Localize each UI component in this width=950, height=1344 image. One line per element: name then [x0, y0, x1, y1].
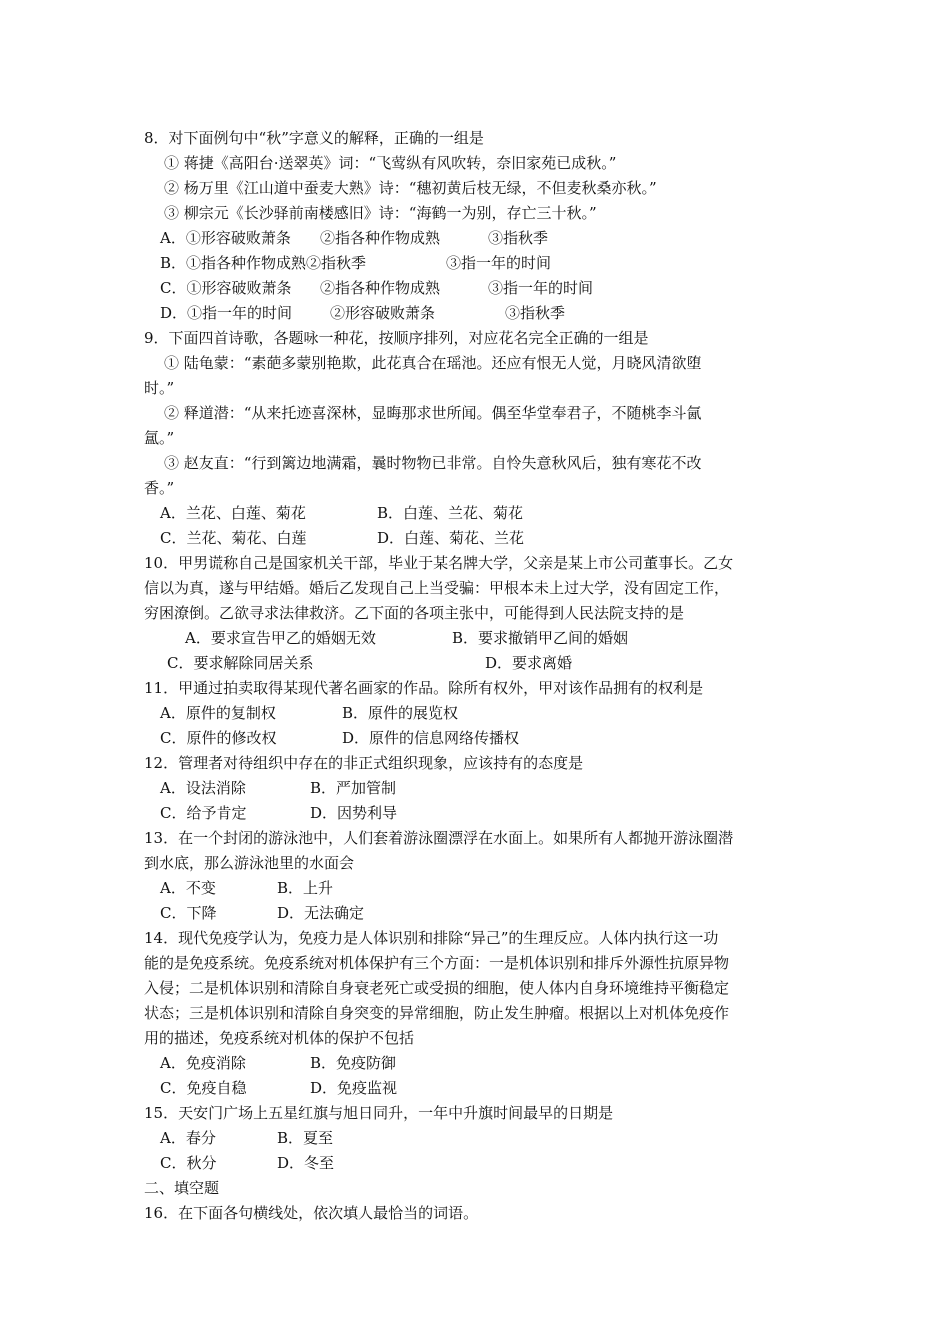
q9-option-d: D．白莲、菊花、兰花 — [377, 529, 525, 547]
q11-stem: 11．甲通过拍卖取得某现代著名画家的作品。除所有权外，甲对该作品拥有的权利是 — [144, 679, 704, 697]
q9-option-a: A．兰花、白莲、菊花 — [160, 504, 306, 522]
q8-option-b-1: B．①指各种作物成熟②指秋季 — [160, 254, 367, 272]
q12-option-a: A．设法消除 — [160, 779, 246, 797]
q9-item-3-line-2: 香。” — [144, 479, 175, 497]
q14-option-c: C．免疫自稳 — [160, 1079, 247, 1097]
q13-stem-line-2: 到水底，那么游泳池里的水面会 — [144, 854, 355, 872]
q10-option-c: C．要求解除同居关系 — [167, 654, 314, 672]
q10-stem-line-1: 10．甲男谎称自己是国家机关干部，毕业于某名牌大学，父亲是某上市公司董事长。乙女 — [144, 554, 734, 572]
q15-option-c: C．秋分 — [160, 1154, 217, 1172]
q8-option-a-2: ②指各种作物成熟 — [320, 229, 441, 247]
q13-option-a: A．不变 — [160, 879, 216, 897]
q8-option-d-3: ③指秋季 — [505, 304, 566, 322]
q10-stem-line-3: 穷困潦倒。乙欲寻求法律救济。乙下面的各项主张中，可能得到人民法院支持的是 — [144, 604, 685, 622]
q13-option-c: C．下降 — [160, 904, 217, 922]
q13-option-b: B．上升 — [277, 879, 334, 897]
q14-option-d: D．免疫监视 — [310, 1079, 398, 1097]
q14-stem-line-3: 入侵；二是机体识别和清除自身衰老死亡或受损的细胞，使人体内自身环境维持平衡稳定 — [144, 979, 730, 997]
q8-option-a-1: A．①形容破败萧条 — [160, 229, 291, 247]
q15-option-d: D．冬至 — [277, 1154, 335, 1172]
q8-option-c-3: ③指一年的时间 — [488, 279, 594, 297]
q8-option-b-3: ③指一年的时间 — [446, 254, 552, 272]
q8-item-2: ② 杨万里《江山道中蚕麦大熟》诗：“穗初黄后枝无绿，不但麦秋桑亦秋。” — [164, 179, 657, 197]
q10-stem-line-2: 信以为真，遂与甲结婚。婚后乙发现自己上当受骗：甲根本未上过大学，没有固定工作， — [144, 579, 730, 597]
q14-option-b: B．免疫防御 — [310, 1054, 397, 1072]
q9-stem: 9．下面四首诗歌，各题咏一种花，按顺序排列，对应花名完全正确的一组是 — [144, 329, 649, 347]
q14-stem-line-1: 14．现代免疫学认为，免疫力是人体识别和排除“异己”的生理反应。人体内执行这一功 — [144, 929, 719, 947]
q9-item-1-line-2: 时。” — [144, 379, 175, 397]
q11-option-b: B．原件的展览权 — [342, 704, 459, 722]
section-2-heading: 二、填空题 — [144, 1179, 220, 1197]
q14-stem-line-2: 能的是免疫系统。免疫系统对机体保护有三个方面：一是机体识别和排斥外源性抗原异物 — [144, 954, 730, 972]
q10-option-a: A．要求宣告甲乙的婚姻无效 — [185, 629, 376, 647]
q9-item-2-line-2: 氲。” — [144, 429, 175, 447]
q13-stem-line-1: 13．在一个封闭的游泳池中，人们套着游泳圈漂浮在水面上。如果所有人都抛开游泳圈潜 — [144, 829, 734, 847]
q8-option-c-2: ②指各种作物成熟 — [320, 279, 441, 297]
q13-option-d: D．无法确定 — [277, 904, 365, 922]
q11-option-c: C．原件的修改权 — [160, 729, 277, 747]
q9-item-1-line-1: ① 陆龟蒙：“素葩多蒙别艳欺，此花真合在瑶池。还应有恨无人觉，月晓风清欲堕 — [164, 354, 702, 372]
q15-option-a: A．春分 — [160, 1129, 216, 1147]
q10-option-b: B．要求撤销甲乙间的婚姻 — [452, 629, 629, 647]
q8-stem: 8．对下面例句中“秋”字意义的解释，正确的一组是 — [144, 129, 484, 147]
q8-item-3: ③ 柳宗元《长沙驿前南楼感旧》诗：“海鹤一为别，存亡三十秋。” — [164, 204, 597, 222]
q8-option-a-3: ③指秋季 — [488, 229, 549, 247]
q14-option-a: A．免疫消除 — [160, 1054, 246, 1072]
q15-option-b: B．夏至 — [277, 1129, 334, 1147]
q9-option-b: B．白莲、兰花、菊花 — [377, 504, 524, 522]
q14-stem-line-4: 状态；三是机体识别和清除自身突变的异常细胞，防止发生肿瘤。根据以上对机体免疫作 — [144, 1004, 730, 1022]
q14-stem-line-5: 用的描述，免疫系统对机体的保护不包括 — [144, 1029, 415, 1047]
q15-stem: 15．天安门广场上五星红旗与旭日同升，一年中升旗时间最早的日期是 — [144, 1104, 614, 1122]
q8-option-d-2: ②形容破败萧条 — [330, 304, 436, 322]
q12-option-b: B．严加管制 — [310, 779, 397, 797]
q11-option-d: D．原件的信息网络传播权 — [342, 729, 520, 747]
q16-stem: 16．在下面各句横线处，依次填人最恰当的词语。 — [144, 1204, 479, 1222]
q9-option-c: C．兰花、菊花、白莲 — [160, 529, 307, 547]
q12-option-c: C．给予肯定 — [160, 804, 247, 822]
q10-option-d: D．要求离婚 — [485, 654, 573, 672]
q12-stem: 12．管理者对待组织中存在的非正式组织现象，应该持有的态度是 — [144, 754, 584, 772]
q9-item-3-line-1: ③ 赵友直：“行到篱边地满霜，曩时物物已非常。自怜失意秋风后，独有寒花不改 — [164, 454, 702, 472]
q11-option-a: A．原件的复制权 — [160, 704, 276, 722]
q12-option-d: D．因势利导 — [310, 804, 398, 822]
q8-item-1: ① 蒋捷《高阳台·送翠英》词：“飞莺纵有风吹转，奈旧家苑已成秋。” — [164, 154, 617, 172]
q8-option-c-1: C．①形容破败萧条 — [160, 279, 292, 297]
q9-item-2-line-1: ② 释道潜：“从来托迹喜深林，显晦那求世所闻。偶至华堂奉君子，不随桃李斗氤 — [164, 404, 702, 422]
q8-option-d-1: D．①指一年的时间 — [160, 304, 293, 322]
